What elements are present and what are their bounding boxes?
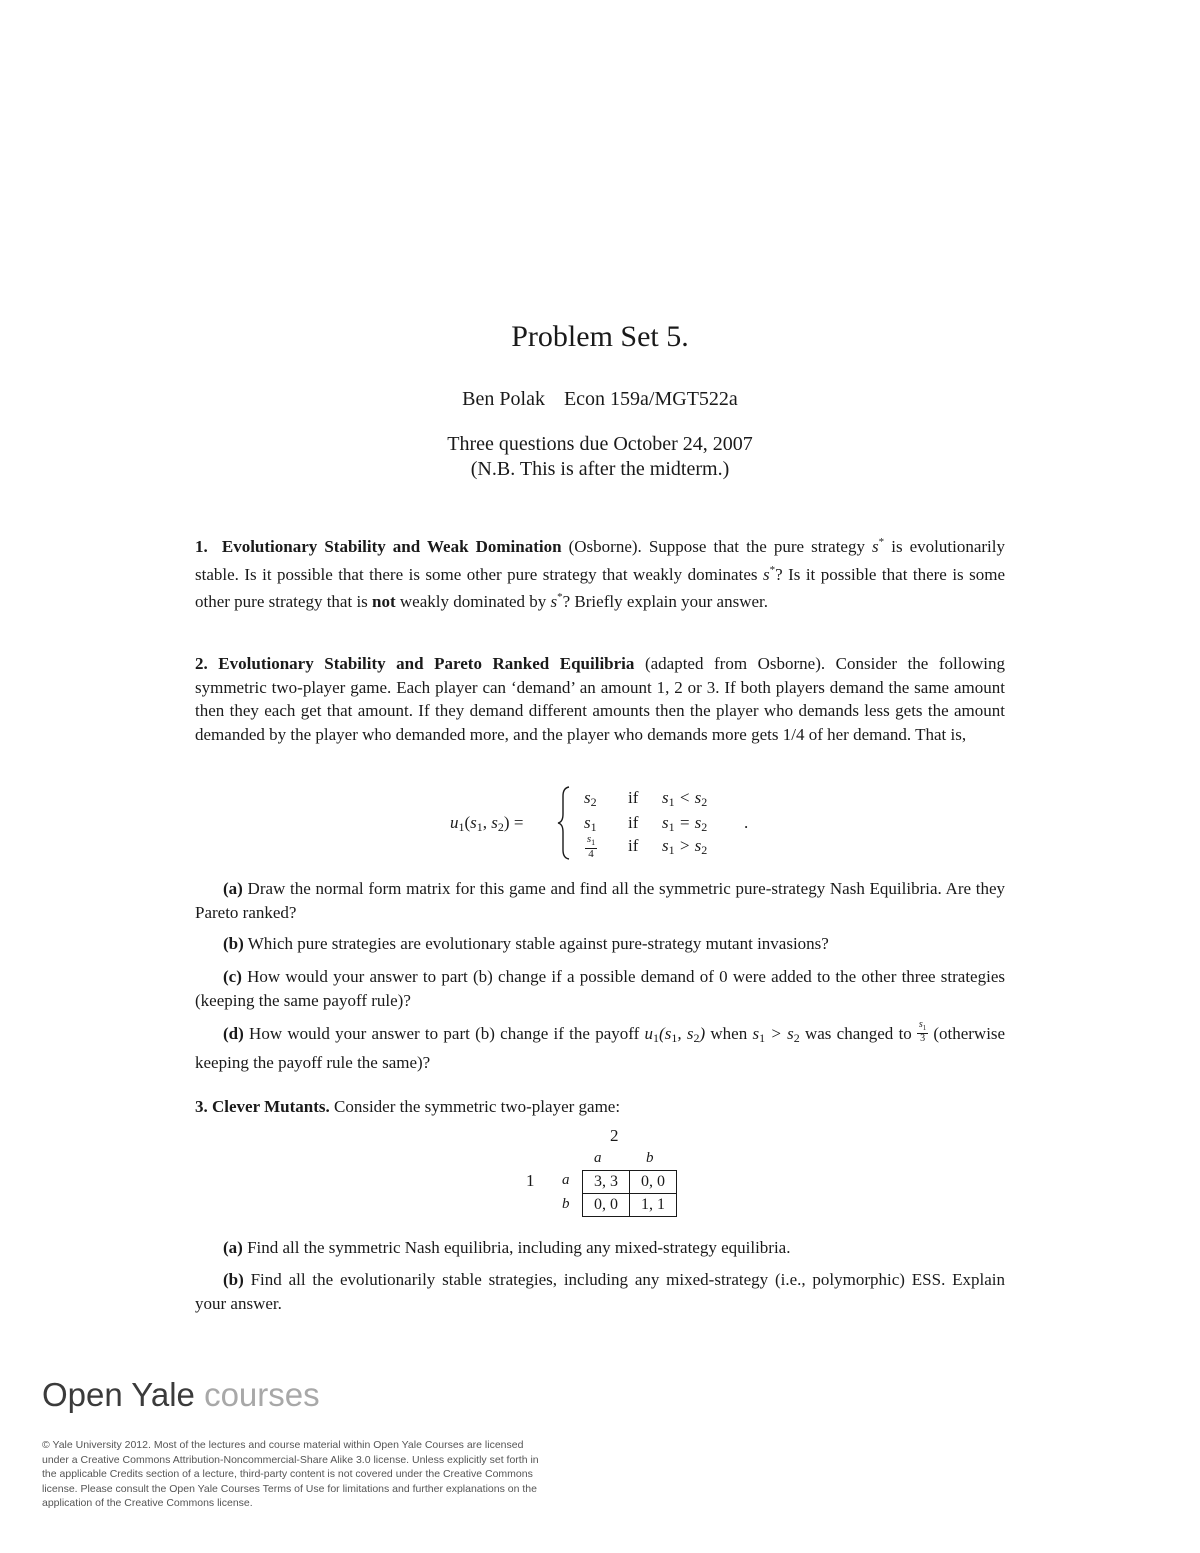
page-title: Problem Set 5.	[511, 320, 689, 353]
payoff-formula	[450, 786, 770, 862]
formula-cond-greater: $s_1 > s_2$	[662, 836, 708, 857]
license-line: under a Creative Commons Attribution-Noncommercial-Share Alike 3.0 license. Unless explicitly set forth in	[42, 1453, 539, 1466]
q1-math-sstar-3: s*	[550, 591, 563, 611]
q1-text-4: weakly dominated by	[399, 592, 547, 611]
left-brace-icon	[557, 786, 571, 860]
q2d-text-1: How would your answer to part (b) change if the payoff	[249, 1024, 640, 1043]
game-matrix	[510, 1122, 710, 1222]
question-2c	[195, 965, 1005, 1012]
q3b-text: Find all the evolutionarily stable strategies, including any mixed-strategy (i.e., polymorphic) ESS. Explain your answer.	[195, 1270, 1005, 1313]
q2a-label: (a)	[223, 879, 243, 898]
row-strategy-a: a	[562, 1172, 570, 1188]
q2-text: (adapted from Osborne). Consider the following symmetric two-player game. Each player can ‘demand’ an amount 1, 2 or 3. If both players demand the same amount then they each get that amount. If they demand different amounts then the player who demands less gets the amount demanded by the player who demanded more, and the player who demands more gets 1/4 of her demand. That is,	[195, 654, 1005, 744]
q3a-text: Find all the symmetric Nash equilibria, including any mixed-strategy equilibria.	[247, 1238, 791, 1257]
formula-period: .	[744, 813, 749, 832]
q1-heading: Evolutionary Stability and Weak Domination	[221, 537, 562, 556]
column-strategy-b: b	[646, 1150, 654, 1166]
formula-lhs: $u_1(s_1$, $s_2$) =	[450, 813, 524, 834]
q2d-text-3: was changed to	[804, 1024, 912, 1043]
question-2a	[195, 877, 1005, 924]
author-line	[0, 388, 1200, 411]
q3-heading: Clever Mutants.	[212, 1097, 330, 1116]
q1-math-sstar-1: s*	[872, 536, 885, 556]
formula-payoff-s2: $s_2$	[584, 788, 597, 809]
q3a-label: (a)	[223, 1238, 243, 1257]
q3-text: Consider the symmetric two-player game:	[333, 1097, 621, 1116]
q1-source: (Osborne).	[568, 537, 642, 556]
q2d-math-payoff: $u_1(s_1$, $s_2$)	[644, 1024, 706, 1045]
formula-cond-equal: $s_1 = s_2$	[662, 813, 708, 834]
column-player-label: 2	[610, 1126, 619, 1145]
q1-math-sstar-2: s*	[762, 563, 776, 584]
logo-open-yale: Open Yale	[42, 1376, 195, 1413]
question-3a	[195, 1236, 1005, 1260]
q2-heading: Evolutionary Stability and Pareto Ranked Equilibria	[218, 654, 635, 673]
q1-text-3: ? Is it possible that there is some other pure strategy that is	[195, 564, 1006, 611]
due-note: (N.B. This is after the midterm.)	[470, 458, 730, 480]
formula-if-3: if	[628, 836, 639, 855]
question-3	[195, 1095, 1005, 1119]
due-date: Three questions due October 24, 2007	[447, 433, 753, 455]
row-player-label: 1	[526, 1171, 535, 1190]
license-line: license. Please consult the Open Yale Courses Terms of Use for limitations and further explanations on the	[42, 1482, 537, 1495]
q2-number: 2.	[195, 654, 208, 673]
q1-number: 1.	[195, 537, 208, 556]
q1-text-1: Suppose that the pure strategy	[648, 537, 865, 556]
license-line: application of the Creative Commons license.	[42, 1497, 253, 1509]
formula-payoff-fraction: $s_1$ 4	[586, 833, 596, 861]
q2d-label: (d)	[223, 1024, 244, 1043]
formula-if-2: if	[628, 813, 639, 832]
formula-if-1: if	[628, 788, 639, 807]
q2d-text-4: (otherwise keeping the payoff rule the same)?	[195, 1024, 1006, 1072]
q2d-math-cond: $s_1 > s_2$	[752, 1024, 800, 1045]
license-notice	[42, 1438, 642, 1511]
payoff-cell-ab: 0, 0	[630, 1171, 677, 1194]
formula-cond-less: $s_1 < s_2$	[662, 788, 708, 809]
question-2d	[195, 1020, 1005, 1074]
license-line: the applicable Credits section of a lecture, third-party content is not covered under the Creative Commons	[42, 1468, 533, 1480]
question-2b	[195, 932, 1005, 956]
q1-text-5: ? Briefly explain your answer.	[562, 592, 768, 611]
q2c-text: How would your answer to part (b) change if a possible demand of 0 were added to the other three strategies (keeping the same payoff rule)?	[195, 967, 1005, 1010]
course-code: Econ 159a/MGT522a	[563, 388, 738, 410]
q2d-text-2: when	[710, 1024, 748, 1043]
logo-courses: courses	[204, 1376, 320, 1413]
q2c-label: (c)	[223, 967, 242, 986]
payoff-cell-bb: 1, 1	[630, 1194, 677, 1217]
formula-payoff-s1: $s_1$	[584, 813, 597, 834]
q2d-math-fraction: $s_1$ 3	[918, 1019, 927, 1044]
author-name: Ben Polak	[462, 388, 545, 410]
payoff-cell-aa: 3, 3	[583, 1171, 630, 1194]
q3-number: 3.	[195, 1097, 208, 1116]
question-2	[195, 652, 1005, 746]
question-1	[195, 531, 1005, 614]
column-strategy-a: a	[594, 1150, 602, 1166]
license-line: © Yale University 2012. Most of the lectures and course material within Open Yale Courses are licensed	[42, 1439, 524, 1451]
open-yale-courses-logo	[42, 1376, 320, 1414]
question-3b	[195, 1268, 1005, 1315]
q3b-label: (b)	[223, 1270, 244, 1289]
q2b-text: Which pure strategies are evolutionary stable against pure-strategy mutant invasions?	[247, 934, 829, 953]
q2b-label: (b)	[223, 934, 244, 953]
row-strategy-b: b	[562, 1196, 570, 1212]
table-row	[583, 1171, 677, 1194]
payoff-table	[582, 1170, 677, 1217]
table-row	[583, 1194, 677, 1217]
q2a-text: Draw the normal form matrix for this game and find all the symmetric pure-strategy Nash Equilibria. Are they Pareto ranked?	[195, 879, 1006, 922]
q1-not-emphasis: not	[372, 592, 396, 611]
payoff-cell-ba: 0, 0	[583, 1194, 630, 1217]
q1-text-2: is evolutionarily stable. Is it possible that there is some other pure strategy that weakly dominates	[195, 537, 1006, 584]
